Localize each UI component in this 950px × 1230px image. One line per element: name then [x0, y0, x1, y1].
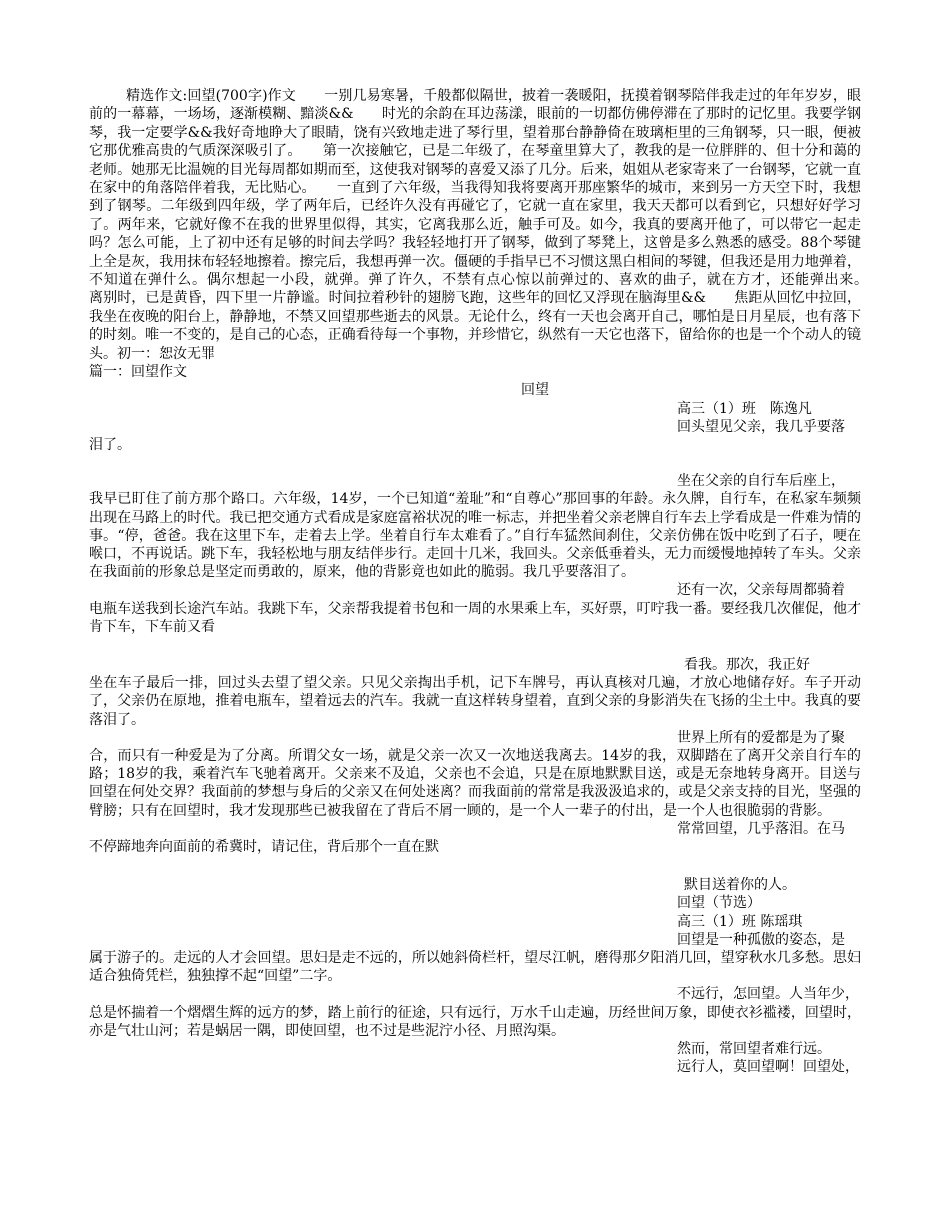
article1-p3-rest: 电瓶车送我到长途汽车站。我跳下车，父亲帮我提着书包和一周的水果乘上车，买好票，叮咛我一番。要经我几次催促，他才肯下车，下车前又看 [89, 600, 861, 635]
article2-p3: 然而，常回望者难行远。 [677, 1041, 831, 1057]
article1-p4-first: 看我。那次，我正好 [684, 656, 810, 673]
intro-essay: 精选作文:回望(700字)作文 一别几易寒暑，千般都似隔世，披着一袭暖阳，抚摸着钢琴陪伴我走过的年年岁岁，眼前的一幕幕，一场场，逐渐模糊、黯淡&& 时光的余韵在耳边荡漾，眼前的一切都仿佛停滞在了那时的记忆里。我要学钢琴，我一定要学&&我好奇地睁大了眼睛，饶有兴致地走进了琴行里，望着那台静静倚在玻璃柜里的三角钢琴，只一眼，便被它那优雅高贵的气质深深吸引了。 第一次接触它，已是二年级了，在琴童里算大了，教我的是一位胖胖的、但十分和蔼的老师。她那无比温婉的目光每周都如期而至，这使我对钢琴的喜爱又添了几分。后来，姐姐从老家寄来了一台钢琴，它就一直在家中的角落陪伴着我，无比贴心。 一直到了六年级，当我得知我将要离开那座繁华的城市，来到另一方天空下时，我想到了钢琴。二年级到四年级，学了两年后，已经许久没有再碰它了，它就一直在家里，我天天都可以看到它，只想好好学习了。两年来，它就好像不在我的世界里似得，其实，它离我那么近，触手可及。如今，我真的要离开他了，可以带它一起走吗？怎么可能，上了初中还有足够的时间去学吗？我轻轻地打开了钢琴，做到了琴凳上，这曾是多么熟悉的感受。88个琴键上全是灰，我用抹布轻轻地擦着。擦完后，我想再弹一次。僵硬的手指早已不习惯这黑白相间的琴键，但我还是用力地弹着，不知道在弹什么。偶尔想起一小段，就弹。弹了许久，不禁有点心惊以前弹过的、喜欢的曲子，就在方才，还能弹出来。 离别时，已是黄昏，四下里一片静谧。时间拉着秒针的翅膀飞跑，这些年的回忆又浮现在脑海里&& 焦距从回忆中拉回，我坐在夜晚的阳台上，静静地，不禁又回望那些逝去的风景。无论什么，终有一天也会离开自己，哪怕是日月星辰，也有落下的时刻。唯一不变的，是自己的心态，正确看待每一个事物，并珍惜它，纵然有一天它也落下，留给你的也是一个个动人的镜头。初一：恕汝无罪 [89, 88, 889, 362]
article2-author: 高三（1）班 陈瑶琪 [677, 913, 803, 930]
article2-title: 回望（节选） [677, 895, 761, 912]
article1-p2-first: 坐在父亲的自行车后座上， [677, 473, 845, 490]
article1-title: 回望 [521, 382, 549, 399]
article1-p6-first: 常常回望，几乎落泪。在马 [677, 820, 845, 837]
article2-p1-first: 回望是一种孤傲的姿态，是 [677, 931, 845, 948]
article2-p2-first: 不远行，怎回望。人当年少， [677, 986, 859, 1003]
article2-p1-rest: 属于游子的。走远的人才会回望。思妇是走不远的，所以她斜倚栏杆，望尽江帆，磨得那夕阳消几回，望穿秋水几多愁。思妇适合独倚凭栏，独独撑不起“回望”二字。 [89, 949, 861, 985]
article1-p1-first: 回头望见父亲，我几乎要落 [677, 418, 845, 435]
article2-p4: 远行人，莫回望啊！回望处， [677, 1059, 859, 1076]
article1-p3-first: 还有一次，父亲每周都骑着 [677, 582, 845, 599]
article2-p2-rest: 总是怀揣着一个熠熠生辉的远方的梦，踏上前行的征途，只有远行，万水千山走遍，历经世间万象，即使衣衫褴褛，回望时，亦是气壮山河；若是蜗居一隅，即使回望，也不过是些泥泞小径、月照沟渠。 [89, 1004, 861, 1039]
article1-heading: 篇一：回望作文 [89, 364, 187, 381]
article1-p1-rest: 泪了。 [89, 436, 131, 453]
article1-p2-rest: 我早已盯住了前方那个路口。六年级，14岁，一个已知道“羞耻”和“自尊心”那回事的年龄。永久牌，自行车，在私家车频频出现在马路上的时代。我已把交通方式看成是家庭富裕状况的唯一标志，并把坐着父亲老牌自行车去上学看成是一件难为情的事。“停，爸爸。我在这里下车，走着去上学。坐着自行车太难看了。”自行车猛然间刹住，父亲仿佛在饭中吃到了石子，哽在喉口，不再说话。跳下车，我轻松地与朋友结伴步行。走回十几米，我回头。父亲低垂着头，无力而缓慢地掉转了车头。父亲在我面前的形象总是坚定而勇敢的，原来，他的背影竟也如此的脆弱。我几乎要落泪了。 [89, 491, 861, 581]
article1-p4-rest: 坐在车子最后一排，回过头去望了望父亲。只见父亲掏出手机，记下车牌号，再认真核对几遍，才放心地储存好。车子开动了，父亲仍在原地，推着电瓶车，望着远去的汽车。我就一直这样转身望着，直到父亲的身影消失在飞扬的尘土中。我真的要落泪了。 [89, 675, 861, 728]
article1-p7: 默目送着你的人。 [684, 877, 796, 894]
document-page [89, 87, 889, 1076]
article1-p5-first: 世界上所有的爱都是为了聚 [677, 729, 845, 746]
article1-p6-rest: 不停蹄地奔向面前的希冀时，请记住，背后那个一直在默 [89, 838, 439, 855]
article1-author: 高三（1）班 陈逸凡 [677, 400, 812, 417]
article1-p5-rest: 合，而只有一种爱是为了分离。所谓父女一场，就是父亲一次又一次地送我离去。14岁的我，双脚踏在了离开父亲自行车的路；18岁的我，乘着汽车飞驰着离开。父亲来不及追，父亲也不会追，只是在原地默默目送，或是无奈地转身离开。目送与回望在何处交界？我面前的梦想与身后的父亲又在何处迷离？而我面前的常常是我汲汲追求的，或是父亲支持的目光，坚强的臂膀；只有在回望时，我才发现那些已被我留在了背后不屑一顾的，是一个人一辈子的付出，是一个人也很脆弱的背影。 [89, 747, 861, 819]
